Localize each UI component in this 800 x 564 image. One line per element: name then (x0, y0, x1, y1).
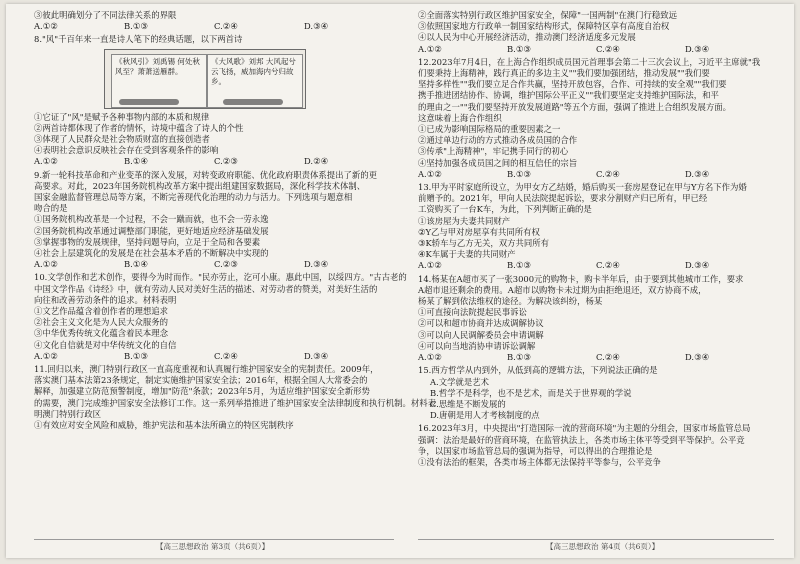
statement: ②全面落实特别行政区维护国家安全，保障"一国两制"在澳门行稳致远 (418, 10, 677, 20)
option-a: A.①② (34, 21, 58, 32)
statement: ④以人民为中心开展经济活动，推动澳门经济适度多元发展 (418, 32, 636, 43)
answer-options (418, 169, 774, 180)
option-b: B.①③ (124, 21, 148, 32)
answer-options (34, 21, 394, 32)
footer-divider (34, 539, 394, 540)
statement: ④可以向当地消协申请诉讼调解 (418, 340, 536, 351)
option-c: C.②④ (596, 168, 620, 179)
question-stem: 国家金融监督管理总局等方案，不断完善现代化治理的动力与活力。下列选项与题意相 (34, 192, 353, 203)
option-a: A.①② (418, 43, 442, 54)
option-d: D.③④ (685, 352, 710, 363)
question-stem: 这意味着上海合作组织 (418, 112, 502, 123)
question-stem: 吻合的是 (34, 203, 68, 214)
question-stem: A超市退还剩余的费用。A超市以购物卡未过期为由拒绝退还，双方协商不成， (418, 284, 707, 295)
question-stem: 12.2023年7月4日，在上海合作组织成员国元首理事会第二十三次会议上，习近平主席就"我 (418, 56, 761, 67)
statement: ②Y乙与甲对房屋享有共同所有权 (418, 226, 540, 237)
brush-stroke (119, 99, 179, 105)
option-d: D.③④ (685, 168, 710, 179)
question-stem: 13.甲为平时家庭所设立，为甲女方乙结婚，婚后购买一套房屋登记在甲与Y方名下作为婚 (418, 182, 747, 193)
statement: ③中华优秀传统文化蕴含着民本理念 (34, 328, 168, 339)
option-c: C.②④ (214, 21, 238, 32)
statement: ①没有法治的框架，各类市场主体都无法保持平等参与，公平竞争 (418, 456, 661, 467)
option-a: A.①② (418, 352, 442, 363)
answer-options (34, 351, 394, 362)
choice: D.唐朝是用人才考核制度的点 (430, 410, 540, 421)
statement: ④表明社会意识反映社会存在受到客观条件的影响 (34, 145, 219, 156)
statement: ①已成为影响国际格局的重要因素之一 (418, 124, 561, 135)
question-stem: 8."风"千百年来一直是诗人笔下的经典话题，以下两首诗 (34, 34, 243, 45)
option-a: A.①② (34, 350, 58, 361)
option-b: B.①③ (124, 350, 148, 361)
right-column (418, 10, 774, 468)
option-c: C.②④ (596, 43, 620, 54)
question-stem: 解释，加强建立防范预警制度，增加"防范"条款；2023年5月，为适应维护国家安全新形势 (34, 386, 370, 397)
statement: ③K轿车与乙方无关，双方共同所有 (418, 238, 550, 249)
question-stem: 16.2023年3月，中央提出"打造国际一流的营商环境"为主题的分组会，国家市场监管总局 (418, 423, 751, 434)
question-stem: 明澳门特别行政区 (34, 408, 101, 419)
option-c: C.②④ (214, 350, 238, 361)
question-stem: 10.文学创作和艺术创作，要得今为时而作。"民亦劳止，汔可小康。惠此中国，以绥四方。"古古老的 (34, 272, 407, 283)
statement: ①可直接向法院提起民事诉讼 (418, 307, 527, 318)
choice: A.文学就是艺术 (430, 376, 489, 387)
statement: ③掌握事物的发展规律，坚持问题导向，立足于全局和各要素 (34, 236, 261, 247)
question-stem: 的理由之一""我们要坚持开放发展道路"等五个方面，强调了推进上合组织发展方面。 (418, 101, 732, 112)
option-b: B.①③ (507, 168, 531, 179)
statement: ④文化自信就是对中华传统文化的自信 (34, 339, 177, 350)
option-d: D.③④ (304, 350, 329, 361)
poem-card-right: 《大风歌》刘邦 大风起兮云飞扬，威加海内兮归故乡。 (207, 54, 303, 108)
question-stem: 争，以国家市场监管总局的强调为指导，可以得出的合理推论是 (418, 445, 653, 456)
statement: ②通过单边行动的方式推动各成员国的合作 (418, 135, 578, 146)
answer-options (418, 352, 774, 363)
statement: ③可以向人民调解委员会申请调解 (418, 329, 544, 340)
brush-stroke (223, 99, 283, 105)
question-stem: 杨某了解到依法维权的途径。为解决该纠纷，杨某 (418, 296, 603, 307)
statement: ②国务院机构改革通过调整部门职能，更好地适应经济基础发展 (34, 225, 269, 236)
answer-options (418, 260, 774, 271)
statement: ③彼此明确划分了不同法律关系的界限 (34, 10, 177, 20)
option-b: B.①③ (507, 260, 531, 271)
statement: ③体现了人民群众是社会物质财富的直接创造者 (34, 134, 210, 145)
option-a: A.①② (418, 260, 442, 271)
question-stem: 工资购买了一台K车，为此，下列判断正确的是 (418, 204, 592, 215)
page-footer: 【高三思想政治 第4页（共6页）】 (546, 542, 660, 551)
option-d: D.③④ (685, 260, 710, 271)
question-stem: 向往和改善劳动条件的追求。材料表明 (34, 294, 177, 305)
question-stem: 强调：法治是最好的营商环境，在监管执法上，各类市场主体平等受到平等保护。公平竞 (418, 434, 745, 445)
option-c: C.②③ (214, 259, 238, 270)
option-a: A.①② (418, 168, 442, 179)
choice: C.思维是不断发展的 (430, 398, 506, 409)
statement: ③依照国家地方行政单一制国家结构形式，保障特区享有高度自治权 (418, 21, 670, 32)
exam-sheet (6, 4, 794, 558)
statement: ②社会主义文化是为人民大众服务的 (34, 317, 168, 328)
statement: ①文艺作品蕴含着创作者的理想追求 (34, 306, 168, 317)
answer-options (34, 259, 394, 270)
option-b: B.①③ (507, 352, 531, 363)
question-stem: 们要秉持上海精神，践行真正的多边主义""我们要加强团结，推动发展""我们要 (418, 68, 710, 79)
question-stem: 前赠予的。2021年，甲向人民法院提起诉讼，要求分割财产归已所有，甲已经 (418, 193, 708, 204)
question-stem: 9.新一轮科技革命和产业变革的深入发展，对转变政府职能、优化政府职责体系提出了新的更 (34, 169, 377, 180)
option-b: B.①④ (124, 156, 148, 167)
answer-options (418, 44, 774, 55)
question-stem: 15.西方哲学从内到外，从低到高的逻辑方法，下列说法正确的是 (418, 365, 658, 376)
page-footer: 【高三思想政治 第3页（共6页）】 (156, 542, 270, 551)
statement: ②两首诗都体现了作者的情怀，诗境中蕴含了诗人的个性 (34, 122, 244, 133)
option-c: C.②③ (214, 156, 238, 167)
statement: ④社会上层建筑化的发展是在社会基本矛盾的不断解决中实现的 (34, 248, 269, 259)
question-stem: 携手推进团结协作、协调，维护国际公平正义""我们要坚定支持维护国际法，和平 (418, 90, 719, 101)
question-stem: 坚持多样性""我们要立足合作共赢，坚持开放包容，合作、可持续的安全观""我们要 (418, 79, 727, 90)
option-d: D.③④ (685, 43, 710, 54)
question-stem: 落实澳门基本法第23条规定，制定实施维护国家安全法；2016年，根据全国人大常委会的 (34, 375, 368, 386)
option-c: C.②④ (596, 352, 620, 363)
statement: ①有效应对安全风险和威胁，维护宪法和基本法所确立的特区宪制秩序 (34, 420, 294, 431)
question-stem: 11.回归以来，澳门特别行政区一直高度重视和认真履行维护国家安全的宪制责任。2009年， (34, 364, 379, 375)
statement: ④坚持加强各成员国之间的相互信任的宗旨 (418, 157, 578, 168)
statement: ②可以和超市协商并达成调解协议 (418, 318, 544, 329)
option-d: D.③④ (304, 259, 329, 270)
option-d: D.③④ (304, 21, 329, 32)
question-stem: 高要求。对此，2023年国务院机构改革方案中提出组建国家数据局，深化科学技术体制、 (34, 180, 366, 191)
option-d: D.②④ (304, 156, 329, 167)
option-c: C.②④ (596, 260, 620, 271)
choice: B.哲学不是科学，也不是艺术，而是关于世界观的学说 (430, 387, 632, 398)
poem-illustration (104, 49, 306, 109)
option-a: A.①② (34, 259, 58, 270)
statement: ①国务院机构改革是一个过程，不会一蹴而就，也不会一劳永逸 (34, 214, 269, 225)
footer-divider (418, 539, 774, 540)
statement: ①该房屋为夫妻共同财产 (418, 215, 511, 226)
poem-card-left: 《秋风引》刘禹锡 何处秋风至？萧萧送雁群。 (111, 54, 207, 108)
statement: ①它证了"风"是赋予各种事物内部的本质和规律 (34, 111, 210, 122)
answer-options (34, 156, 394, 167)
left-column (34, 10, 436, 431)
question-stem: 的需要，澳门完成维护国家安全法修订工作。这一系列举措推进了维护国家安全法律制度和执行机制。材料表 (34, 397, 436, 408)
statement: ④K车属于夫妻的共同财产 (418, 249, 516, 260)
statement: ③传承"上海精神"，牢记携手同行的初心 (418, 146, 569, 157)
option-a: A.①② (34, 156, 58, 167)
option-b: B.①④ (124, 259, 148, 270)
option-b: B.①③ (507, 43, 531, 54)
question-stem: 14.杨某在A超市买了一张3000元的购物卡，购卡半年后，由于要到其他城市工作，要求 (418, 273, 744, 284)
question-stem: 中国文学作品《诗经》中，就有劳动人民对美好生活的描述、对劳动者的赞美，对美好生活的 (34, 283, 378, 294)
